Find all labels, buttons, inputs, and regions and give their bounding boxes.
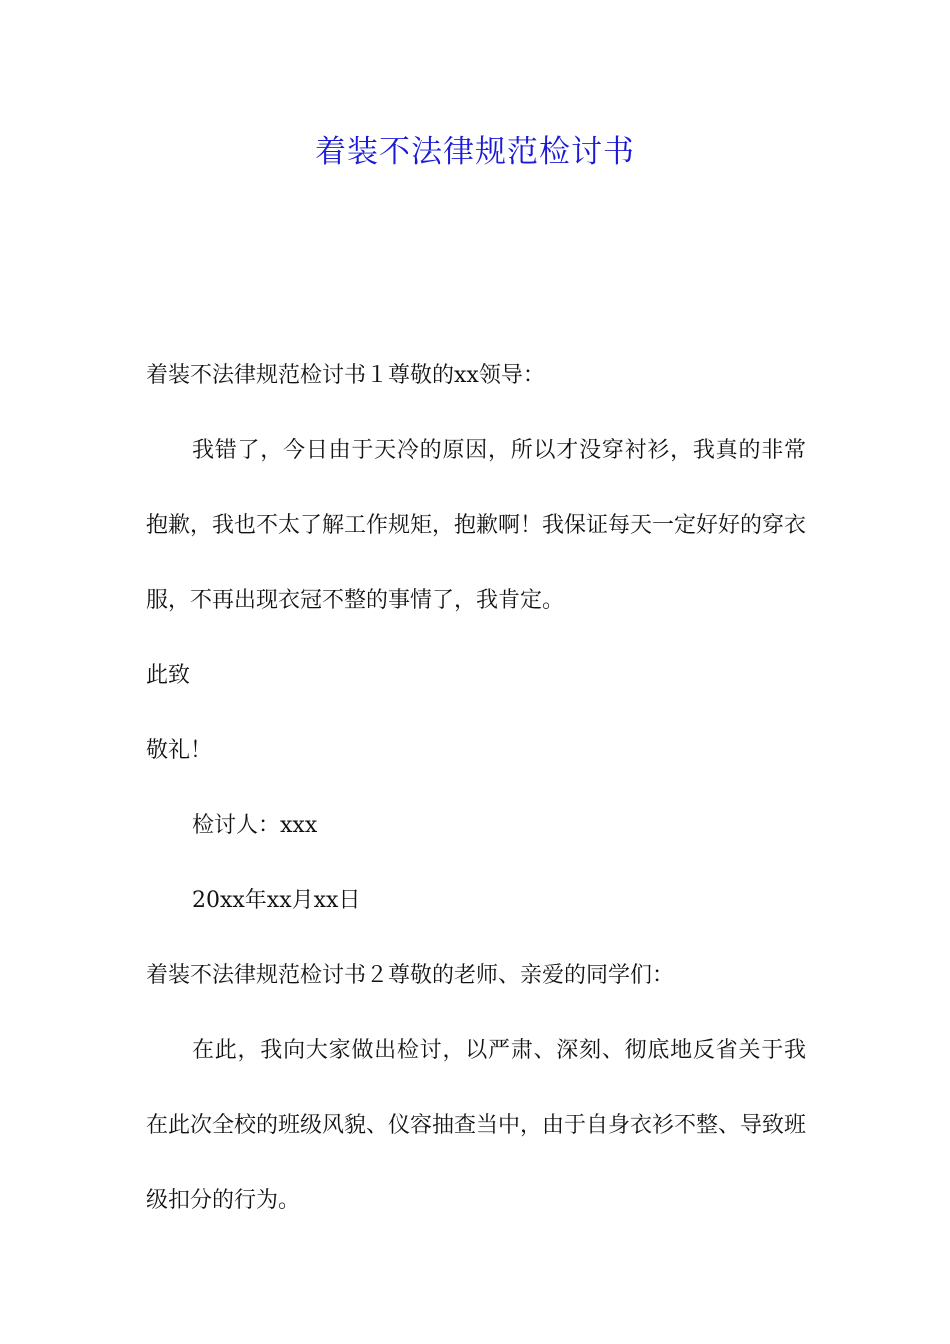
letter-2-body: 在此，我向大家做出检讨，以严肃、深刻、彻底地反省关于我在此次全校的班级风貌、仪容抽查当中，由于自身衣衫不整、导致班级扣分的行为。 [146, 1038, 807, 1213]
letter-2-salutation: 着装不法律规范检讨书２尊敬的老师、亲爱的同学们： [146, 963, 675, 988]
letter-1-signer: 检讨人：xxx [192, 813, 318, 838]
document-title: 着装不法律规范检讨书 [315, 134, 635, 170]
document-body [146, 338, 806, 1238]
letter-1-closing-1: 此致 [146, 663, 191, 688]
letter-1-body: 我错了，今日由于天冷的原因，所以才没穿衬衫，我真的非常抱歉，我也不太了解工作规矩，抱歉啊！我保证每天一定好好的穿衣服，不再出现衣冠不整的事情了，我肯定。 [146, 438, 807, 613]
letter-1-closing-2: 敬礼！ [146, 738, 213, 763]
letter-1-date: 20xx年xx月xx日 [192, 888, 361, 913]
letter-1-salutation: 着装不法律规范检讨书１尊敬的xx领导： [146, 363, 545, 388]
